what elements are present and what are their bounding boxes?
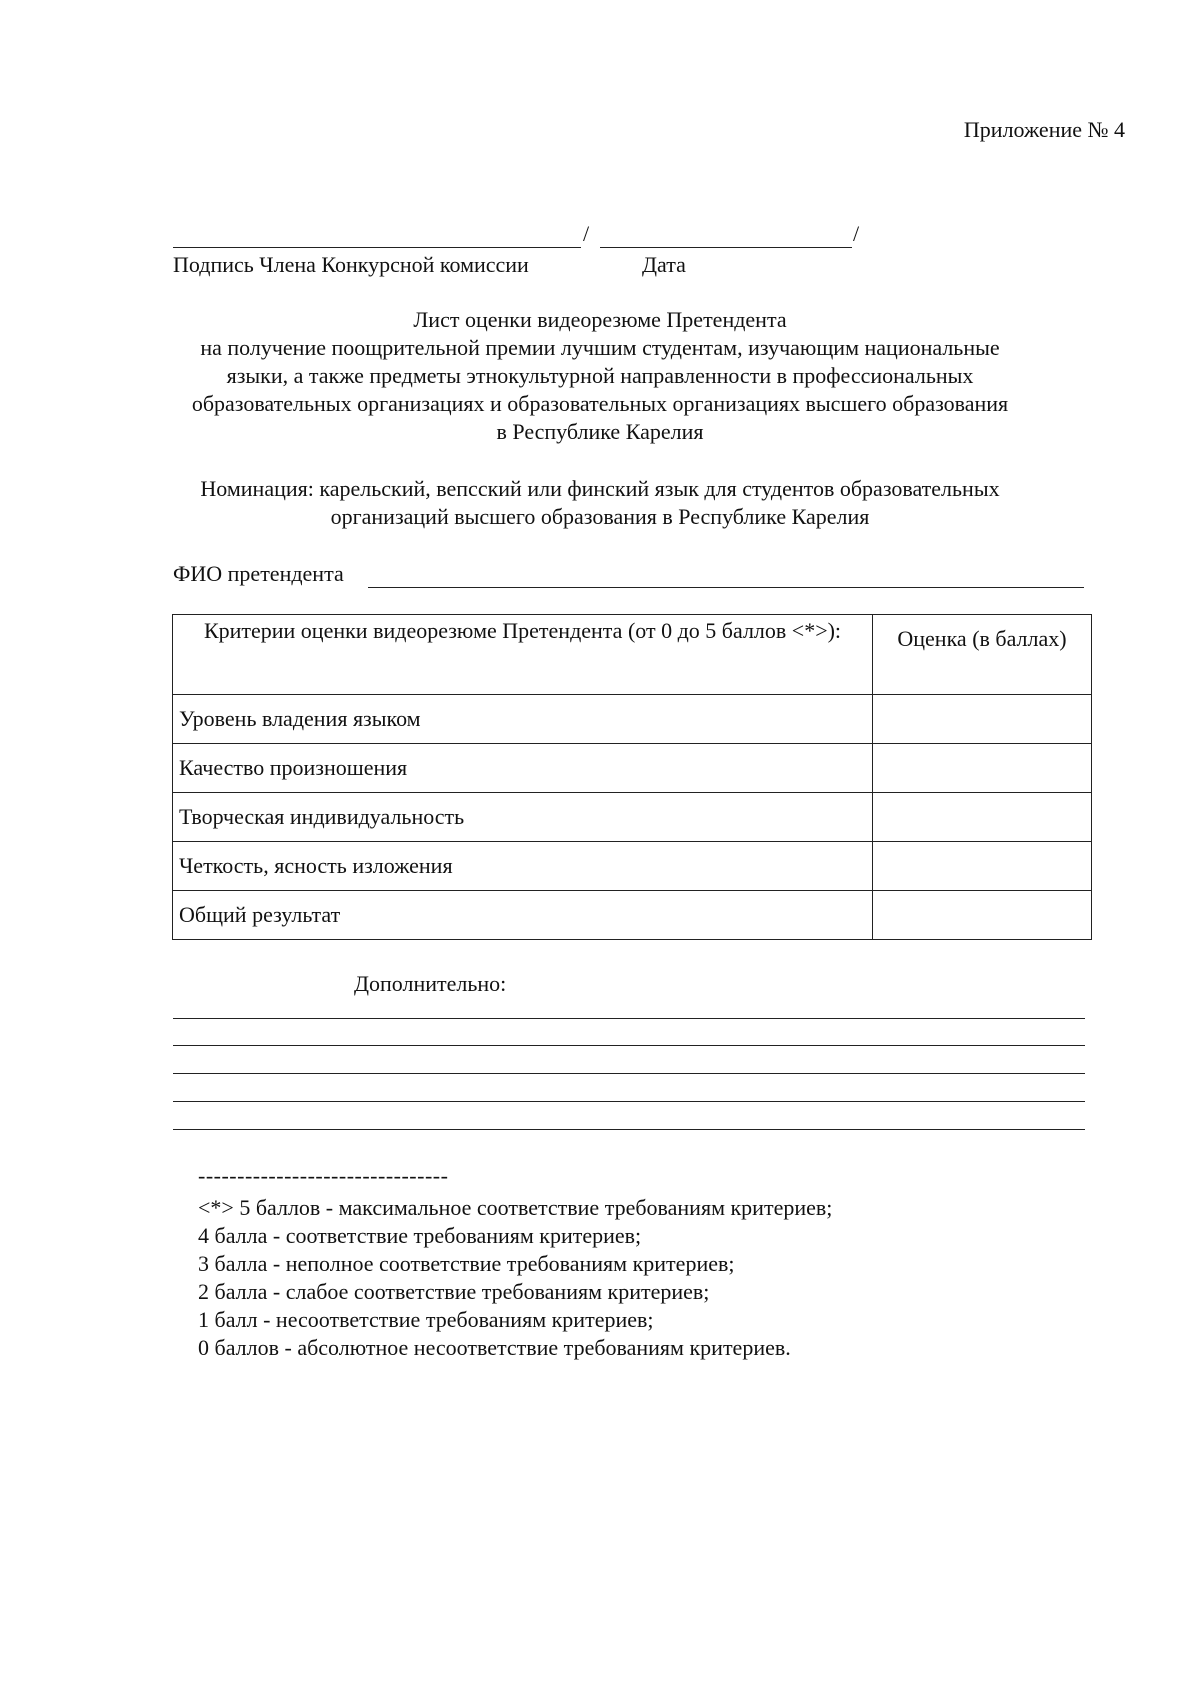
title-line: на получение поощрительной премии лучшим студентам, изучающим национальные [200,335,1000,360]
footnote-line: <*> 5 баллов - максимальное соответствие требованиям критериев; [198,1195,833,1220]
signature-slash: / [583,221,590,246]
footnotes [198,1194,832,1362]
footnote-line: 4 балла - соответствие требованиям критериев; [198,1223,642,1248]
table-header-row [173,615,1092,695]
additional-blank-line[interactable] [173,1045,1085,1046]
criterion-cell: Общий результат [173,891,873,940]
score-column-header: Оценка (в баллах) [873,615,1092,695]
additional-blank-line[interactable] [173,1073,1085,1074]
signature-blank-line[interactable] [173,247,581,248]
signature-label: Подпись Члена Конкурсной комиссии [173,252,529,277]
nomination-line: организаций высшего образования в Республике Карелия [330,504,870,529]
footnote-line: 1 балл - несоответствие требованиям критериев; [198,1307,654,1332]
additional-blank-line[interactable] [173,1129,1085,1130]
footnote-separator: -------------------------------- [198,1163,449,1188]
nomination-line: Номинация: карельский, вепсский или финский язык для студентов образовательных [200,476,1000,501]
criteria-column-header: Критерии оценки видеорезюме Претендента (от 0 до 5 баллов <*>): [173,615,873,695]
fio-blank-line[interactable] [368,587,1084,588]
footnote-line: 3 балла - неполное соответствие требованиям критериев; [198,1251,735,1276]
additional-blank-line[interactable] [173,1018,1085,1019]
fio-label: ФИО претендента [173,561,344,586]
table-row [173,744,1092,793]
nomination [150,475,1050,531]
title-line: в Республике Карелия [496,419,704,444]
table-row [173,891,1092,940]
table-row [173,842,1092,891]
footnote-line: 2 балла - слабое соответствие требованиям критериев; [198,1279,710,1304]
criterion-cell: Творческая индивидуальность [173,793,873,842]
document-title [150,306,1050,446]
additional-label: Дополнительно: [354,971,507,996]
score-cell[interactable] [873,842,1092,891]
appendix-number: Приложение № 4 [963,117,1125,142]
title-line: Лист оценки видеорезюме Претендента [413,307,787,332]
score-cell[interactable] [873,695,1092,744]
criteria-table [172,614,1092,940]
score-cell[interactable] [873,891,1092,940]
date-label: Дата [642,252,686,277]
criterion-cell: Четкость, ясность изложения [173,842,873,891]
date-slash: / [853,221,860,246]
footnote-line: 0 баллов - абсолютное несоответствие требованиям критериев. [198,1335,791,1360]
table-row [173,695,1092,744]
criterion-cell: Уровень владения языком [173,695,873,744]
title-line: языки, а также предметы этнокультурной направленности в профессиональных [226,363,974,388]
additional-blank-line[interactable] [173,1101,1085,1102]
table-row [173,793,1092,842]
date-blank-line[interactable] [600,247,852,248]
title-line: образовательных организациях и образовательных организациях высшего образования [191,391,1009,416]
score-cell[interactable] [873,744,1092,793]
score-cell[interactable] [873,793,1092,842]
criterion-cell: Качество произношения [173,744,873,793]
